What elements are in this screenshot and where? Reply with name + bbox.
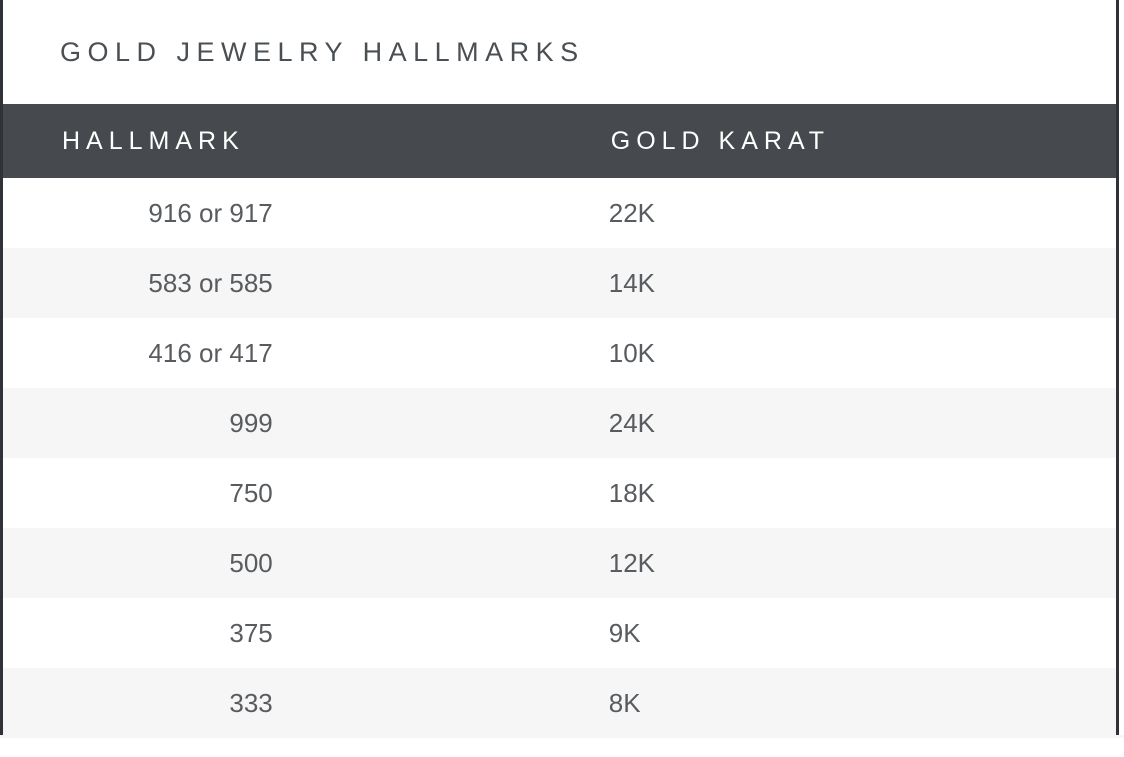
cell-karat: 14K <box>608 267 656 298</box>
cell-karat: 12K <box>608 547 656 578</box>
page-title: GOLD JEWELRY HALLMARKS <box>60 36 585 67</box>
cell-hallmark: 583 or 585 <box>148 267 273 298</box>
cell-hallmark: 375 <box>229 617 273 648</box>
cell-karat: 22K <box>608 197 656 228</box>
cell-karat: 9K <box>608 617 641 648</box>
table-row <box>0 318 1124 388</box>
table-header <box>0 104 1124 178</box>
cell-hallmark: 916 or 917 <box>148 197 273 228</box>
cell-karat: 24K <box>608 407 656 438</box>
table-row <box>0 248 1124 318</box>
right-edge-strip <box>1116 0 1124 735</box>
table-body <box>0 178 1124 738</box>
bottom-padding <box>0 738 1124 757</box>
hallmarks-table <box>0 104 1124 738</box>
table-row <box>0 598 1124 668</box>
cell-hallmark: 999 <box>229 407 273 438</box>
column-header-gold-karat: GOLD KARAT <box>610 126 831 155</box>
cell-hallmark: 333 <box>229 687 273 718</box>
table-row <box>0 178 1124 248</box>
left-edge-strip <box>0 0 3 735</box>
table-row <box>0 388 1124 458</box>
cell-karat: 8K <box>608 687 641 718</box>
column-header-hallmark: HALLMARK <box>62 126 245 155</box>
table-row <box>0 458 1124 528</box>
table-row <box>0 528 1124 598</box>
cell-hallmark: 500 <box>229 547 273 578</box>
cell-karat: 10K <box>608 337 656 368</box>
cell-hallmark: 416 or 417 <box>148 337 273 368</box>
title-bar <box>0 0 1124 104</box>
table-header-row <box>0 104 1124 178</box>
cell-karat: 18K <box>608 477 656 508</box>
cell-hallmark: 750 <box>229 477 273 508</box>
table-row <box>0 668 1124 738</box>
